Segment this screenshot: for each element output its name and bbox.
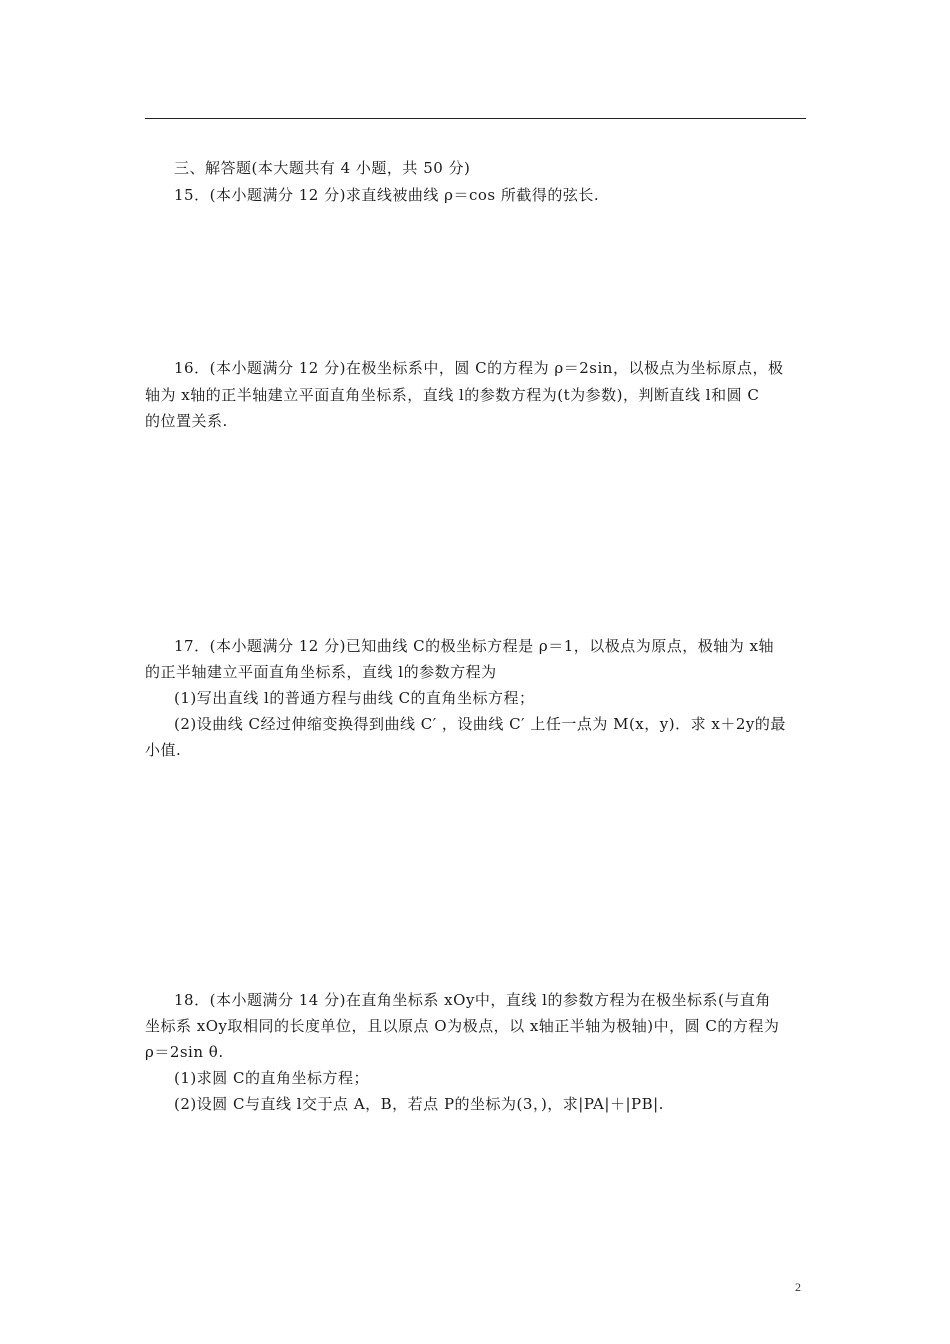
problem-18-line-2: 坐标系 xOy取相同的长度单位，且以原点 O为极点，以 x轴正半轴为极轴)中，圆 C的方程为 [145, 1017, 780, 1035]
problem-16-line-1: 16．(本小题满分 12 分)在极坐标系中，圆 C的方程为 ρ＝2sin，以极点为坐标原点，极 [174, 359, 784, 377]
header-rule [145, 118, 806, 119]
problem-18-line-3: ρ＝2sin θ. [145, 1043, 224, 1061]
section-heading: 三、解答题(本大题共有 4 小题，共 50 分) [174, 159, 471, 177]
page-number: 2 [795, 1280, 801, 1294]
problem-17-part-2: (2)设曲线 C经过伸缩变换得到曲线 C′ ，设曲线 C′ 上任一点为 M(x，y)．求 x＋2y的最 [174, 715, 786, 733]
problem-17-line-2: 的正半轴建立平面直角坐标系，直线 l的参数方程为 [145, 663, 497, 681]
problem-16-line-2: 轴为 x轴的正半轴建立平面直角坐标系，直线 l的参数方程为(t为参数)，判断直线 l和圆 C [145, 386, 760, 404]
problem-17-line-1: 17．(本小题满分 12 分)已知曲线 C的极坐标方程是 ρ＝1，以极点为原点，极轴为 x轴 [174, 637, 775, 655]
problem-18-part-1: (1)求圆 C的直角坐标方程； [174, 1069, 369, 1087]
problem-17-line-5: 小值. [145, 741, 182, 759]
problem-18-line-1: 18．(本小题满分 14 分)在直角坐标系 xOy中，直线 l的参数方程为在极坐标系(与直角 [174, 991, 771, 1009]
problem-17-part-1: (1)写出直线 l的普通方程与曲线 C的直角坐标方程； [174, 689, 535, 707]
problem-15-line-1: 15．(本小题满分 12 分)求直线被曲线 ρ＝cos 所截得的弦长. [174, 186, 600, 204]
problem-18-part-2: (2)设圆 C与直线 l交于点 A，B，若点 P的坐标为(3，)，求|PA|＋|PB|. [174, 1095, 664, 1113]
problem-16-line-3: 的位置关系. [145, 412, 228, 430]
